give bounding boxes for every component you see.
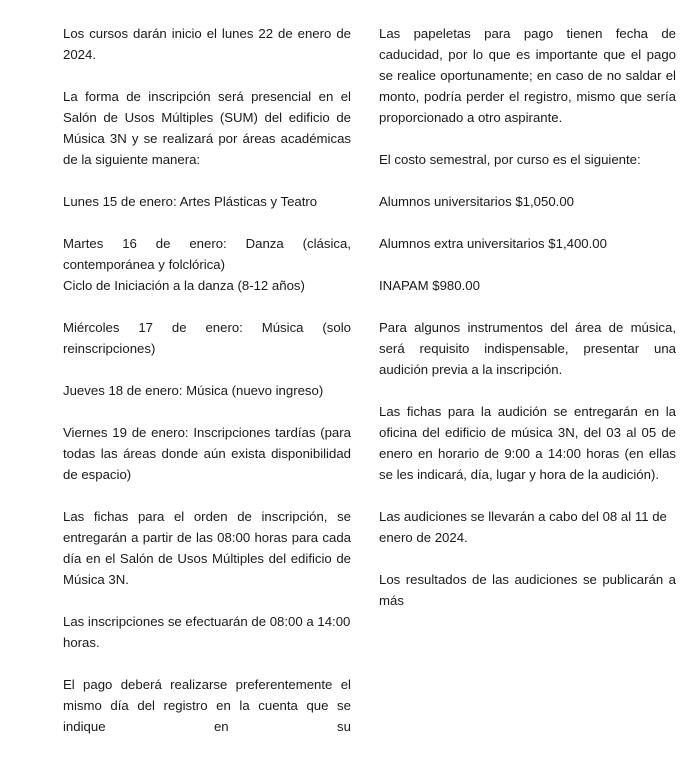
schedule-wednesday: Miércoles 17 de enero: Música (solo reinscripciones)	[63, 320, 351, 356]
cost-external-students: Alumnos extra universitarios $1,400.00	[379, 236, 607, 251]
cost-intro-paragraph: El costo semestral, por curso es el siguiente:	[379, 152, 641, 167]
start-date-paragraph: Los cursos darán inicio el lunes 22 de enero de 2024.	[63, 26, 351, 62]
audition-dates-paragraph: Las audiciones se llevarán a cabo del 08 al 11 de enero de 2024.	[379, 509, 667, 545]
schedule-tuesday: Martes 16 de enero: Danza (clásica, contemporánea y folclórica)	[63, 236, 351, 272]
payment-paragraph: El pago deberá realizarse preferentemente el mismo día del registro en la cuenta que se indique en su	[63, 677, 351, 734]
right-column	[379, 23, 676, 632]
registration-tickets-paragraph: Las fichas para el orden de inscripción, se entregarán a partir de las 08:00 horas para cada día en el Salón de Usos Múltiples del edificio de Música 3N.	[63, 509, 351, 587]
registration-method-paragraph: La forma de inscripción será presencial en el Salón de Usos Múltiples (SUM) del edificio de Música 3N y se realizará por áreas académicas de la siguiente manera:	[63, 89, 351, 167]
audition-requirement-paragraph: Para algunos instrumentos del área de música, será requisito indispensable, presentar una audición previa a la inscripción.	[379, 320, 676, 377]
audition-results-paragraph: Los resultados de las audiciones se publicarán a más	[379, 572, 676, 608]
schedule-friday: Viernes 19 de enero: Inscripciones tardías (para todas las áreas donde aún exista disponibilidad de espacio)	[63, 425, 351, 482]
schedule-monday: Lunes 15 de enero: Artes Plásticas y Teatro	[63, 194, 318, 209]
registration-hours-paragraph: Las inscripciones se efectuarán de 08:00 a 14:00 horas.	[63, 614, 351, 650]
cost-inapam: INAPAM $980.00	[379, 278, 480, 293]
schedule-tuesday-dance-initiation: Ciclo de Iniciación a la danza (8-12 años)	[63, 278, 305, 293]
payment-slips-paragraph: Las papeletas para pago tienen fecha de caducidad, por lo que es importante que el pago se realice oportunamente; en caso de no saldar el monto, podría perder el registro, mismo que sería proporcionado a otro aspirante.	[379, 26, 676, 125]
schedule-thursday: Jueves 18 de enero: Música (nuevo ingreso)	[63, 383, 324, 398]
cost-university-students: Alumnos universitarios $1,050.00	[379, 194, 574, 209]
audition-tickets-paragraph: Las fichas para la audición se entregarán en la oficina del edificio de música 3N, del 03 al 05 de enero en horario de 9:00 a 14:00 horas (en ellas se les indicará, día, lugar y hora de la audición).	[379, 404, 676, 482]
left-column	[63, 23, 351, 758]
